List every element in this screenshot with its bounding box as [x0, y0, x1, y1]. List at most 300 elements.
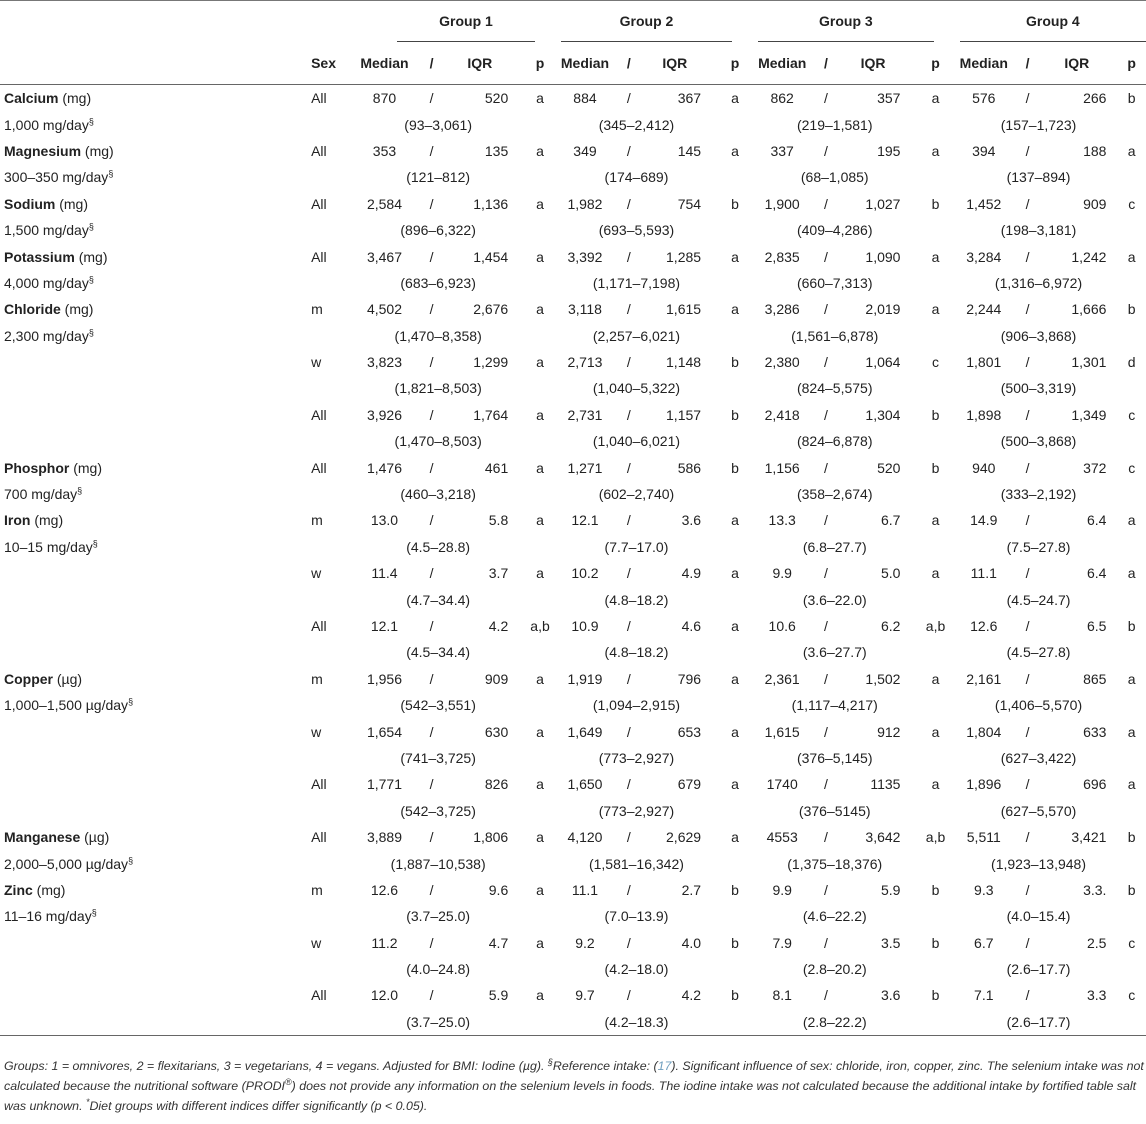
reference-intake-cell: [0, 323, 311, 349]
nutrient-name: Potassium: [4, 248, 75, 265]
spacer-cell: [519, 375, 561, 401]
reference-intake: 1,000–1,500 µg/day: [4, 697, 129, 714]
spacer-cell: [1106, 930, 1117, 956]
iqr-value: 3,421: [1071, 829, 1107, 846]
range-value: (542–3,551): [400, 697, 476, 714]
reference-intake-cell: [0, 1009, 311, 1036]
group-3-header: Group 3: [758, 1, 934, 42]
spacer-cell: [900, 454, 911, 480]
nutrient-cell: [0, 85, 311, 112]
median-value: 4,502: [366, 301, 402, 318]
spacer-cell: [701, 402, 712, 428]
range-value: (7.0–13.9): [604, 908, 669, 925]
spacer-cell: [701, 930, 712, 956]
section-mark: §: [92, 538, 98, 549]
sex-cell: All: [311, 459, 327, 476]
table-row-range: [0, 375, 1146, 401]
p-index: a,b: [530, 618, 550, 634]
median-value: 3,889: [366, 829, 402, 846]
p-index: a: [1127, 670, 1136, 687]
range-value: (4.7–34.4): [406, 591, 471, 608]
spacer-cell: [1106, 454, 1117, 480]
table-row: [0, 930, 1146, 956]
range-value: (4.8–18.2): [604, 644, 669, 661]
table-row: [0, 296, 1146, 322]
range-value: (1,171–7,198): [592, 274, 681, 291]
median-value: 2,380: [764, 354, 800, 371]
iqr-value: 4.2: [681, 987, 702, 1004]
p-index: a: [536, 406, 544, 423]
table-body: [0, 85, 1146, 1036]
spacer-cell: [911, 586, 959, 612]
slash: /: [429, 618, 434, 634]
slash: /: [824, 670, 828, 687]
reference-intake-cell: [0, 481, 311, 507]
spacer-cell: [701, 138, 712, 164]
slash: /: [1025, 934, 1030, 951]
range-value: (500–3,868): [1000, 433, 1077, 450]
empty-cell: [311, 639, 357, 665]
median-value: 3,926: [366, 406, 402, 423]
table-row: [0, 85, 1146, 112]
median-value: 2,244: [966, 301, 1002, 318]
iqr-value: 1,615: [666, 301, 702, 318]
iqr-value: 1135: [870, 776, 901, 793]
median-header: Median: [960, 42, 1008, 85]
spacer-cell: [900, 982, 911, 1008]
spacer-cell: [519, 111, 561, 137]
range-value: (3.7–25.0): [357, 1009, 519, 1036]
spacer-cell: [519, 692, 561, 718]
footnote-groups: Groups: 1 = omnivores, 2 = flexitarians, 3 = vegetarians, 4 = vegans. Adjusted for BMI: Iodine (µg).: [4, 1059, 548, 1073]
iqr-value: 3.3: [1086, 987, 1107, 1004]
p-index: a: [731, 776, 739, 793]
reference-intake-cell: [0, 164, 311, 190]
spacer-cell: [900, 877, 911, 903]
spacer-cell: [900, 42, 911, 85]
range-value: (4.2–18.0): [604, 961, 669, 978]
median-value: 12.6: [370, 881, 399, 898]
range-value: (4.6–22.2): [802, 908, 867, 925]
p-index: a: [931, 565, 940, 582]
p-index: b: [731, 987, 739, 1004]
p-index: a: [931, 670, 940, 687]
median-value: 3,467: [366, 248, 402, 265]
nutrient-name: Magnesium: [4, 142, 82, 159]
iqr-value: 6.4: [1086, 512, 1107, 529]
empty-cell: [311, 217, 357, 243]
nutrient-name: Phosphor: [4, 459, 70, 476]
median-value: 3,392: [567, 248, 603, 265]
slash: /: [1025, 512, 1030, 529]
p-index: a: [931, 142, 940, 159]
range-value: (6.8–27.7): [802, 538, 867, 555]
iqr-value: 520: [877, 459, 901, 476]
p-header: p: [911, 42, 959, 85]
p-index: b: [731, 195, 739, 212]
range-value: (693–5,593): [598, 222, 675, 239]
slash: /: [824, 142, 828, 159]
reference-intake-cell: [0, 850, 311, 876]
spacer-cell: [508, 982, 519, 1008]
empty-cell: [311, 1009, 357, 1036]
slash: /: [429, 459, 434, 476]
spacer-cell: [911, 375, 959, 401]
spacer-cell: [712, 323, 758, 349]
slash: /: [1025, 670, 1030, 687]
reference-link[interactable]: 17: [657, 1059, 672, 1073]
slash: /: [824, 459, 828, 476]
range-value: (2.6–17.7): [1006, 961, 1071, 978]
median-value: 4553: [766, 829, 798, 846]
p-index: b: [931, 195, 940, 212]
spacer-cell: [712, 850, 758, 876]
p-index: a: [931, 301, 940, 318]
section-mark: §: [128, 696, 134, 707]
spacer-cell: [900, 560, 911, 586]
table-row-range: [0, 798, 1146, 824]
p-index: c: [1128, 987, 1136, 1004]
spacer-cell: [701, 349, 712, 375]
spacer-cell: [508, 930, 519, 956]
reference-intake-cell: [0, 217, 311, 243]
p-index: b: [931, 934, 940, 951]
table-row-range: [0, 1009, 1146, 1036]
p-header: p: [1117, 42, 1146, 85]
spacer-cell: [701, 42, 712, 85]
spacer-cell: [701, 666, 712, 692]
spacer-cell: [900, 349, 911, 375]
p-index: a: [731, 248, 739, 265]
spacer-cell: [911, 798, 959, 824]
iqr-value: 1,454: [473, 248, 509, 265]
iqr-value: 461: [484, 459, 509, 476]
iqr-value: 4.7: [488, 934, 509, 951]
iqr-value: 1,502: [865, 670, 901, 687]
spacer-cell: [701, 296, 712, 322]
range-value: (1,561–6,878): [791, 327, 879, 344]
empty-cell: [311, 586, 357, 612]
spacer-cell: [1106, 349, 1117, 375]
slash: /: [1025, 829, 1030, 846]
slash: /: [1025, 195, 1030, 212]
range-value: (358–2,674): [796, 486, 873, 503]
p-index: a,b: [925, 618, 946, 634]
iqr-value: 653: [677, 723, 702, 740]
spacer-cell: [911, 850, 959, 876]
iqr-value: 5.0: [880, 565, 901, 582]
reference-intake: 11–16 mg/day: [4, 908, 92, 925]
table-row-range: [0, 903, 1146, 929]
p-index: d: [1127, 354, 1136, 371]
sex-cell: m: [311, 301, 323, 318]
section-mark: §: [88, 327, 94, 338]
nutrient-cell: [0, 771, 311, 797]
range-value: (4.0–24.8): [406, 961, 471, 978]
iqr-value: 2.5: [1086, 934, 1107, 951]
range-value: (376–5145): [798, 802, 871, 819]
iqr-value: 1,027: [865, 195, 901, 212]
nutrient-intake-table: [0, 1, 1146, 1036]
median-value: 7.9: [772, 934, 792, 951]
median-value: 3,284: [966, 248, 1002, 265]
p-index: a: [731, 670, 739, 687]
p-index: c: [1128, 934, 1136, 951]
empty-cell: [311, 375, 357, 401]
spacer-cell: [712, 111, 758, 137]
spacer-cell: [1106, 85, 1117, 112]
slash: /: [626, 829, 631, 846]
iqr-value: 912: [877, 723, 901, 740]
median-value: 10.2: [571, 565, 599, 582]
iqr-value: 633: [1083, 723, 1107, 740]
nutrient-unit: (µg): [80, 829, 110, 846]
table-row: [0, 877, 1146, 903]
p-index: b: [731, 881, 739, 898]
spacer-cell: [701, 507, 712, 533]
range-value: (345–2,412): [598, 116, 675, 133]
median-value: 1,452: [966, 195, 1002, 212]
spacer-cell: [900, 507, 911, 533]
slash: /: [626, 301, 631, 318]
iqr-value: 796: [677, 670, 702, 687]
spacer-cell: [519, 534, 561, 560]
iqr-header: IQR: [1047, 42, 1106, 85]
range-value: (1,821–8,503): [394, 380, 482, 397]
spacer-cell: [1117, 850, 1146, 876]
slash: /: [824, 618, 828, 634]
iqr-value: 6.7: [880, 512, 901, 529]
spacer-cell: [508, 85, 519, 112]
empty-cell: [311, 481, 357, 507]
p-index: a: [1127, 776, 1136, 793]
p-index: a: [1127, 512, 1136, 529]
median-value: 9.2: [575, 934, 595, 951]
slash: /: [824, 354, 828, 371]
section-mark: §: [88, 115, 94, 126]
median-value: 10.9: [571, 618, 599, 634]
sex-cell: All: [311, 618, 327, 634]
median-value: 12.0: [370, 987, 399, 1004]
median-value: 9.3: [974, 881, 994, 898]
slash: /: [429, 987, 434, 1004]
slash: /: [1025, 90, 1030, 107]
section-mark: §: [91, 907, 97, 918]
spacer-cell: [508, 560, 519, 586]
range-value: (121–812): [406, 169, 471, 186]
spacer-cell: [1117, 692, 1146, 718]
sex-cell: m: [311, 670, 323, 687]
range-value: (1,406–5,570): [994, 697, 1083, 714]
table-row: [0, 560, 1146, 586]
section-mark: §: [128, 854, 134, 865]
median-value: 7.1: [974, 987, 994, 1004]
slash: /: [1025, 142, 1030, 159]
spacer-cell: [508, 666, 519, 692]
group-header-row: [0, 1, 1146, 42]
range-value: (4.5–24.7): [1006, 591, 1071, 608]
spacer-cell: [712, 481, 758, 507]
range-value: (627–5,570): [1000, 802, 1077, 819]
range-value: (824–6,878): [796, 433, 873, 450]
p-index: b: [931, 987, 940, 1004]
nutrient-unit: (mg): [32, 881, 66, 898]
group-1-header: Group 1: [397, 1, 535, 42]
p-index: b: [731, 934, 739, 951]
spacer-cell: [900, 296, 911, 322]
spacer-cell: [1117, 798, 1146, 824]
nutrient-unit: (mg): [30, 512, 64, 529]
median-value: 4,120: [567, 829, 603, 846]
median-value: 1,615: [764, 723, 800, 740]
slash-header: /: [806, 42, 845, 85]
p-index: b: [731, 459, 739, 476]
spacer-cell: [712, 586, 758, 612]
empty-cell: [311, 956, 357, 982]
spacer-cell: [508, 349, 519, 375]
slash: /: [824, 195, 828, 212]
sex-cell: All: [311, 90, 327, 107]
spacer-cell: [1117, 534, 1146, 560]
spacer-cell: [1106, 877, 1117, 903]
iqr-value: 3.3.: [1083, 881, 1107, 898]
nutrient-cell: [0, 666, 311, 692]
spacer-cell: [701, 191, 712, 217]
slash: /: [824, 987, 828, 1004]
footnote-sex-influence: ). Significant influence of sex: chloride, iron, copper, zinc. The selenium intake was not calculated because the nutritional software (PRODI: [4, 1059, 1144, 1093]
slash: /: [626, 512, 631, 529]
slash: /: [1025, 776, 1030, 793]
median-value: 12.1: [370, 618, 399, 634]
p-index: a: [536, 881, 544, 898]
p-index: a: [1127, 142, 1136, 159]
iqr-value: 4.9: [681, 565, 702, 582]
spacer-cell: [1117, 481, 1146, 507]
median-value: 3,823: [366, 354, 402, 371]
spacer-cell: [1117, 1009, 1146, 1036]
slash: /: [429, 723, 434, 740]
median-value: 1,982: [567, 195, 603, 212]
median-value: 6.7: [974, 934, 994, 951]
reference-intake-cell: [0, 798, 311, 824]
nutrient-cell: [0, 191, 311, 217]
spacer-cell: [911, 270, 959, 296]
median-value: 9.9: [772, 881, 792, 898]
iqr-value: 6.2: [880, 618, 901, 634]
footnote-section-mark: §: [547, 1056, 553, 1067]
sex-cell: w: [311, 565, 322, 582]
range-value: (93–3,061): [404, 116, 472, 133]
slash: /: [429, 934, 434, 951]
median-value: 353: [372, 142, 397, 159]
table-row: [0, 666, 1146, 692]
median-value: 13.0: [370, 512, 399, 529]
spacer-cell: [701, 454, 712, 480]
iqr-value: 1,301: [1071, 354, 1107, 371]
range-value: (4.2–18.3): [561, 1009, 712, 1036]
iqr-value: 357: [877, 90, 901, 107]
slash: /: [626, 987, 631, 1004]
p-index: a: [536, 723, 544, 740]
p-index: a: [731, 618, 739, 634]
p-index: a: [1127, 565, 1136, 582]
spacer-cell: [701, 243, 712, 269]
nutrient-name: Copper: [4, 670, 53, 687]
slash: /: [1025, 618, 1030, 634]
p-index: c: [1128, 195, 1136, 212]
p-index: b: [1127, 90, 1136, 107]
p-index: b: [731, 354, 739, 371]
median-value: 1,801: [966, 354, 1002, 371]
iqr-value: 195: [877, 142, 901, 159]
slash: /: [429, 670, 434, 687]
spacer-cell: [712, 428, 758, 454]
table-row-range: [0, 481, 1146, 507]
iqr-value: 1,242: [1071, 248, 1107, 265]
spacer-cell: [712, 903, 758, 929]
table-row-range: [0, 745, 1146, 771]
slash: /: [824, 565, 828, 582]
range-value: (906–3,868): [1000, 327, 1077, 344]
range-value: (4.5–34.4): [406, 644, 471, 661]
iqr-value: 1,136: [473, 195, 509, 212]
range-value: (683–6,923): [400, 274, 476, 291]
spacer-cell: [508, 454, 519, 480]
spacer-cell: [1117, 586, 1146, 612]
reference-intake-cell: [0, 586, 311, 612]
slash: /: [824, 934, 828, 951]
slash: /: [429, 829, 434, 846]
iqr-value: 754: [677, 195, 702, 212]
p-index: a: [536, 776, 544, 793]
slash: /: [626, 459, 631, 476]
range-value: (2.8–20.2): [802, 961, 867, 978]
spacer-cell: [900, 85, 911, 112]
spacer-cell: [508, 296, 519, 322]
p-index: a: [931, 90, 940, 107]
range-value: (157–1,723): [1000, 116, 1077, 133]
spacer-cell: [519, 481, 561, 507]
p-index: a: [731, 142, 739, 159]
slash: /: [824, 723, 828, 740]
range-value: (1,581–16,342): [588, 855, 684, 872]
spacer-cell: [701, 560, 712, 586]
range-value: (660–7,313): [796, 274, 873, 291]
empty-cell: [311, 903, 357, 929]
iqr-value: 3.6: [880, 987, 901, 1004]
slash-header: /: [412, 42, 451, 85]
iqr-value: 1,806: [473, 829, 509, 846]
iqr-value: 188: [1083, 142, 1107, 159]
iqr-value: 1,666: [1071, 301, 1107, 318]
spacer-cell: [1106, 42, 1117, 85]
sex-cell: m: [311, 881, 323, 898]
iqr-value: 1,285: [666, 248, 702, 265]
spacer-cell: [1117, 323, 1146, 349]
median-value: 11.1: [970, 565, 997, 582]
iqr-header: IQR: [451, 42, 508, 85]
iqr-value: 1,299: [473, 354, 509, 371]
median-header: Median: [357, 42, 412, 85]
median-value: 1,476: [366, 459, 402, 476]
sex-cell: w: [311, 934, 322, 951]
spacer-cell: [911, 111, 959, 137]
iqr-value: 266: [1083, 90, 1107, 107]
table-row-range: [0, 323, 1146, 349]
p-index: a: [536, 195, 544, 212]
median-header: Median: [561, 42, 609, 85]
table-row: [0, 402, 1146, 428]
